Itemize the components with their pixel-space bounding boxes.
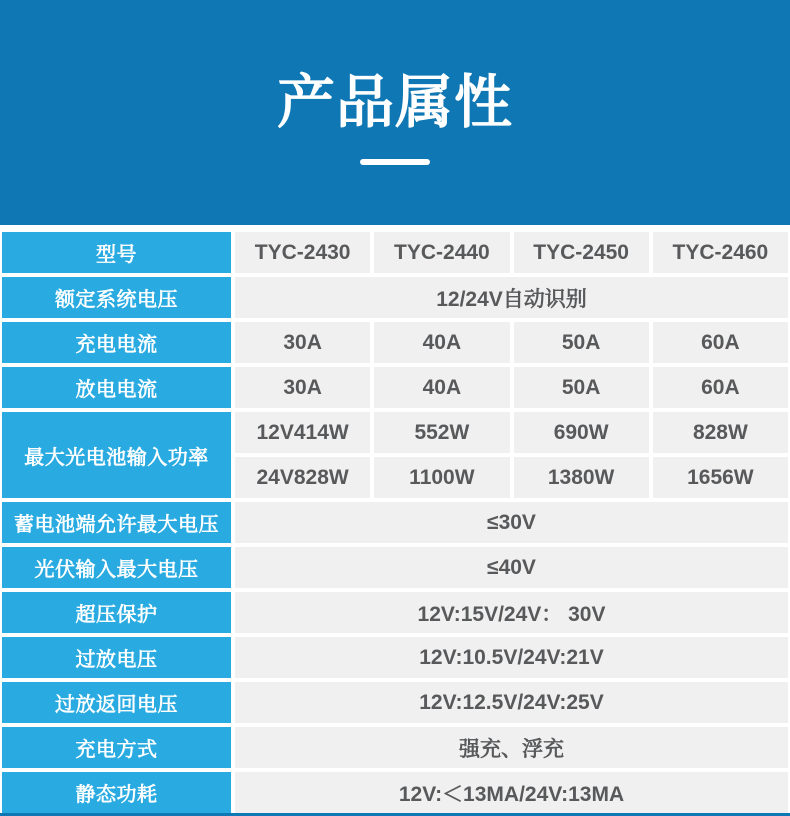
spec-row-label-rated-voltage: 额定系统电压 [2,277,231,318]
spec-row-label-overdischarge-voltage: 过放电压 [2,637,231,678]
spec-value-static-consumption: 12V:＜13MA/24V:13MA [235,772,788,813]
max-pv-power-24v-cell: 1656W [653,457,788,498]
model-cell: TYC-2460 [653,232,788,273]
max-pv-power-24v-cell: 1380W [514,457,649,498]
spec-row-label-overvoltage-protection: 超压保护 [2,592,231,633]
spec-row-label-discharge-current: 放电电流 [2,367,231,408]
spec-row-label-overdischarge-recovery: 过放返回电压 [2,682,231,723]
spec-row-label-max-pv-voltage: 光伏输入最大电压 [2,547,231,588]
spec-table [0,232,790,813]
spec-row-label-charging-mode: 充电方式 [2,727,231,768]
spec-value-max-pv-voltage: ≤40V [235,547,788,588]
model-cell: TYC-2450 [514,232,649,273]
spec-value-rated-voltage: 12/24V自动识别 [235,277,788,318]
spec-value-overdischarge-voltage: 12V:10.5V/24V:21V [235,637,788,678]
spec-value-overvoltage-protection: 12V:15V/24V： 30V [235,592,788,633]
spec-row-label-static-consumption: 静态功耗 [2,772,231,813]
spec-value-charging-mode: 强充、浮充 [235,727,788,768]
charge-current-cell: 60A [653,322,788,363]
hero-banner [0,0,790,225]
spec-value-max-battery-voltage: ≤30V [235,502,788,543]
spec-row-label-model: 型号 [2,232,231,273]
charge-current-cell: 50A [514,322,649,363]
spec-value-overdischarge-recovery: 12V:12.5V/24V:25V [235,682,788,723]
spec-row-label-max-pv-power: 最大光电池输入功率 [2,412,231,498]
spec-row-label-charge-current: 充电电流 [2,322,231,363]
discharge-current-cell: 40A [374,367,509,408]
max-pv-power-12v-cell: 552W [374,412,509,453]
discharge-current-cell: 30A [235,367,370,408]
discharge-current-cell: 50A [514,367,649,408]
max-pv-power-12v-cell: 828W [653,412,788,453]
title-underline-dash [360,159,430,165]
page-title: 产品属性 [276,70,513,136]
max-pv-power-12v-cell: 690W [514,412,649,453]
charge-current-cell: 40A [374,322,509,363]
max-pv-power-24v-cell: 24V828W [235,457,370,498]
charge-current-cell: 30A [235,322,370,363]
max-pv-power-24v-cell: 1100W [374,457,509,498]
max-pv-power-12v-cell: 12V414W [235,412,370,453]
spec-row-label-max-battery-voltage: 蓄电池端允许最大电压 [2,502,231,543]
model-cell: TYC-2440 [374,232,509,273]
discharge-current-cell: 60A [653,367,788,408]
model-cell: TYC-2430 [235,232,370,273]
